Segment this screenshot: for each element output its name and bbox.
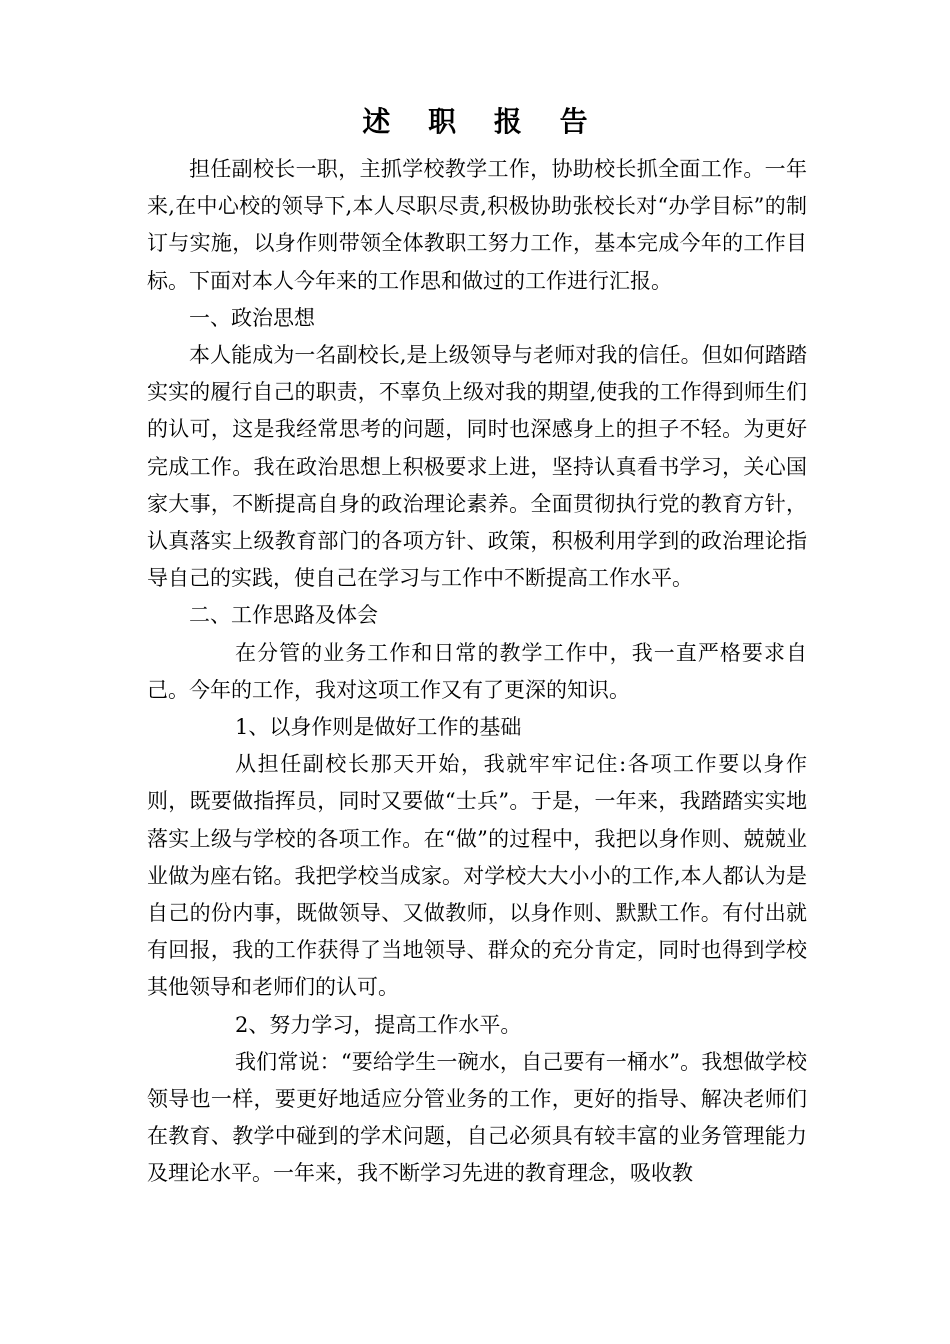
document-body	[147, 151, 807, 1193]
paragraph: 一、政治思想	[189, 305, 315, 330]
paragraph: 我们常说：“要给学生一碗水，自己要有一桶水”。我想做学校领导也一样，要更好地适应分管业务的工作，更好的指导、解决老师们在教育、教学中碰到的学术问题，自己必须具有较丰富的业务管理能力及理论水平。一年来，我不断学习先进的教育理念，吸收教	[147, 1049, 807, 1186]
paragraph: 2、努力学习，提高工作水平。	[235, 1012, 522, 1037]
paragraph: 从担任副校长那天开始，我就牢牢记住:各项工作要以身作则，既要做指挥员，同时又要做“士兵”。于是，一年来，我踏踏实实地落实上级与学校的各项工作。在“做”的过程中，我把以身作则、兢兢业业做为座右铭。我把学校当成家。对学校大大小小的工作,本人都认为是自己的份内事，既做领导、又做教师，以身作则、默默工作。有付出就有回报，我的工作获得了当地领导、群众的充分肯定，同时也得到学校其他领导和老师们的认可。	[147, 752, 807, 1000]
paragraph: 本人能成为一名副校长,是上级领导与老师对我的信任。但如何踏踏实实的履行自己的职责，不辜负上级对我的期望,使我的工作得到师生们的认可，这是我经常思考的问题，同时也深感身上的担子不轻。为更好完成工作。我在政治思想上积极要求上进，坚持认真看书学习，关心国家大事，不断提高自身的政治理论素养。全面贯彻执行党的教育方针，认真落实上级教育部门的各项方针、政策，积极利用学到的政治理论指导自己的实践，使自己在学习与工作中不断提高工作水平。	[147, 343, 807, 591]
document-title: 述 职 报 告	[362, 105, 602, 138]
paragraph: 二、工作思路及体会	[189, 603, 378, 628]
paragraph: 在分管的业务工作和日常的教学工作中，我一直严格要求自己。今年的工作，我对这项工作又有了更深的知识。	[147, 640, 807, 702]
paragraph: 1、以身作则是做好工作的基础	[235, 715, 522, 740]
paragraph: 担任副校长一职，主抓学校教学工作，协助校长抓全面工作。一年来,在中心校的领导下,本人尽职尽责,积极协助张校长对“办学目标”的制订与实施，以身作则带领全体教职工努力工作，基本完成今年的工作目标。下面对本人今年来的工作思和做过的工作进行汇报。	[147, 157, 807, 293]
